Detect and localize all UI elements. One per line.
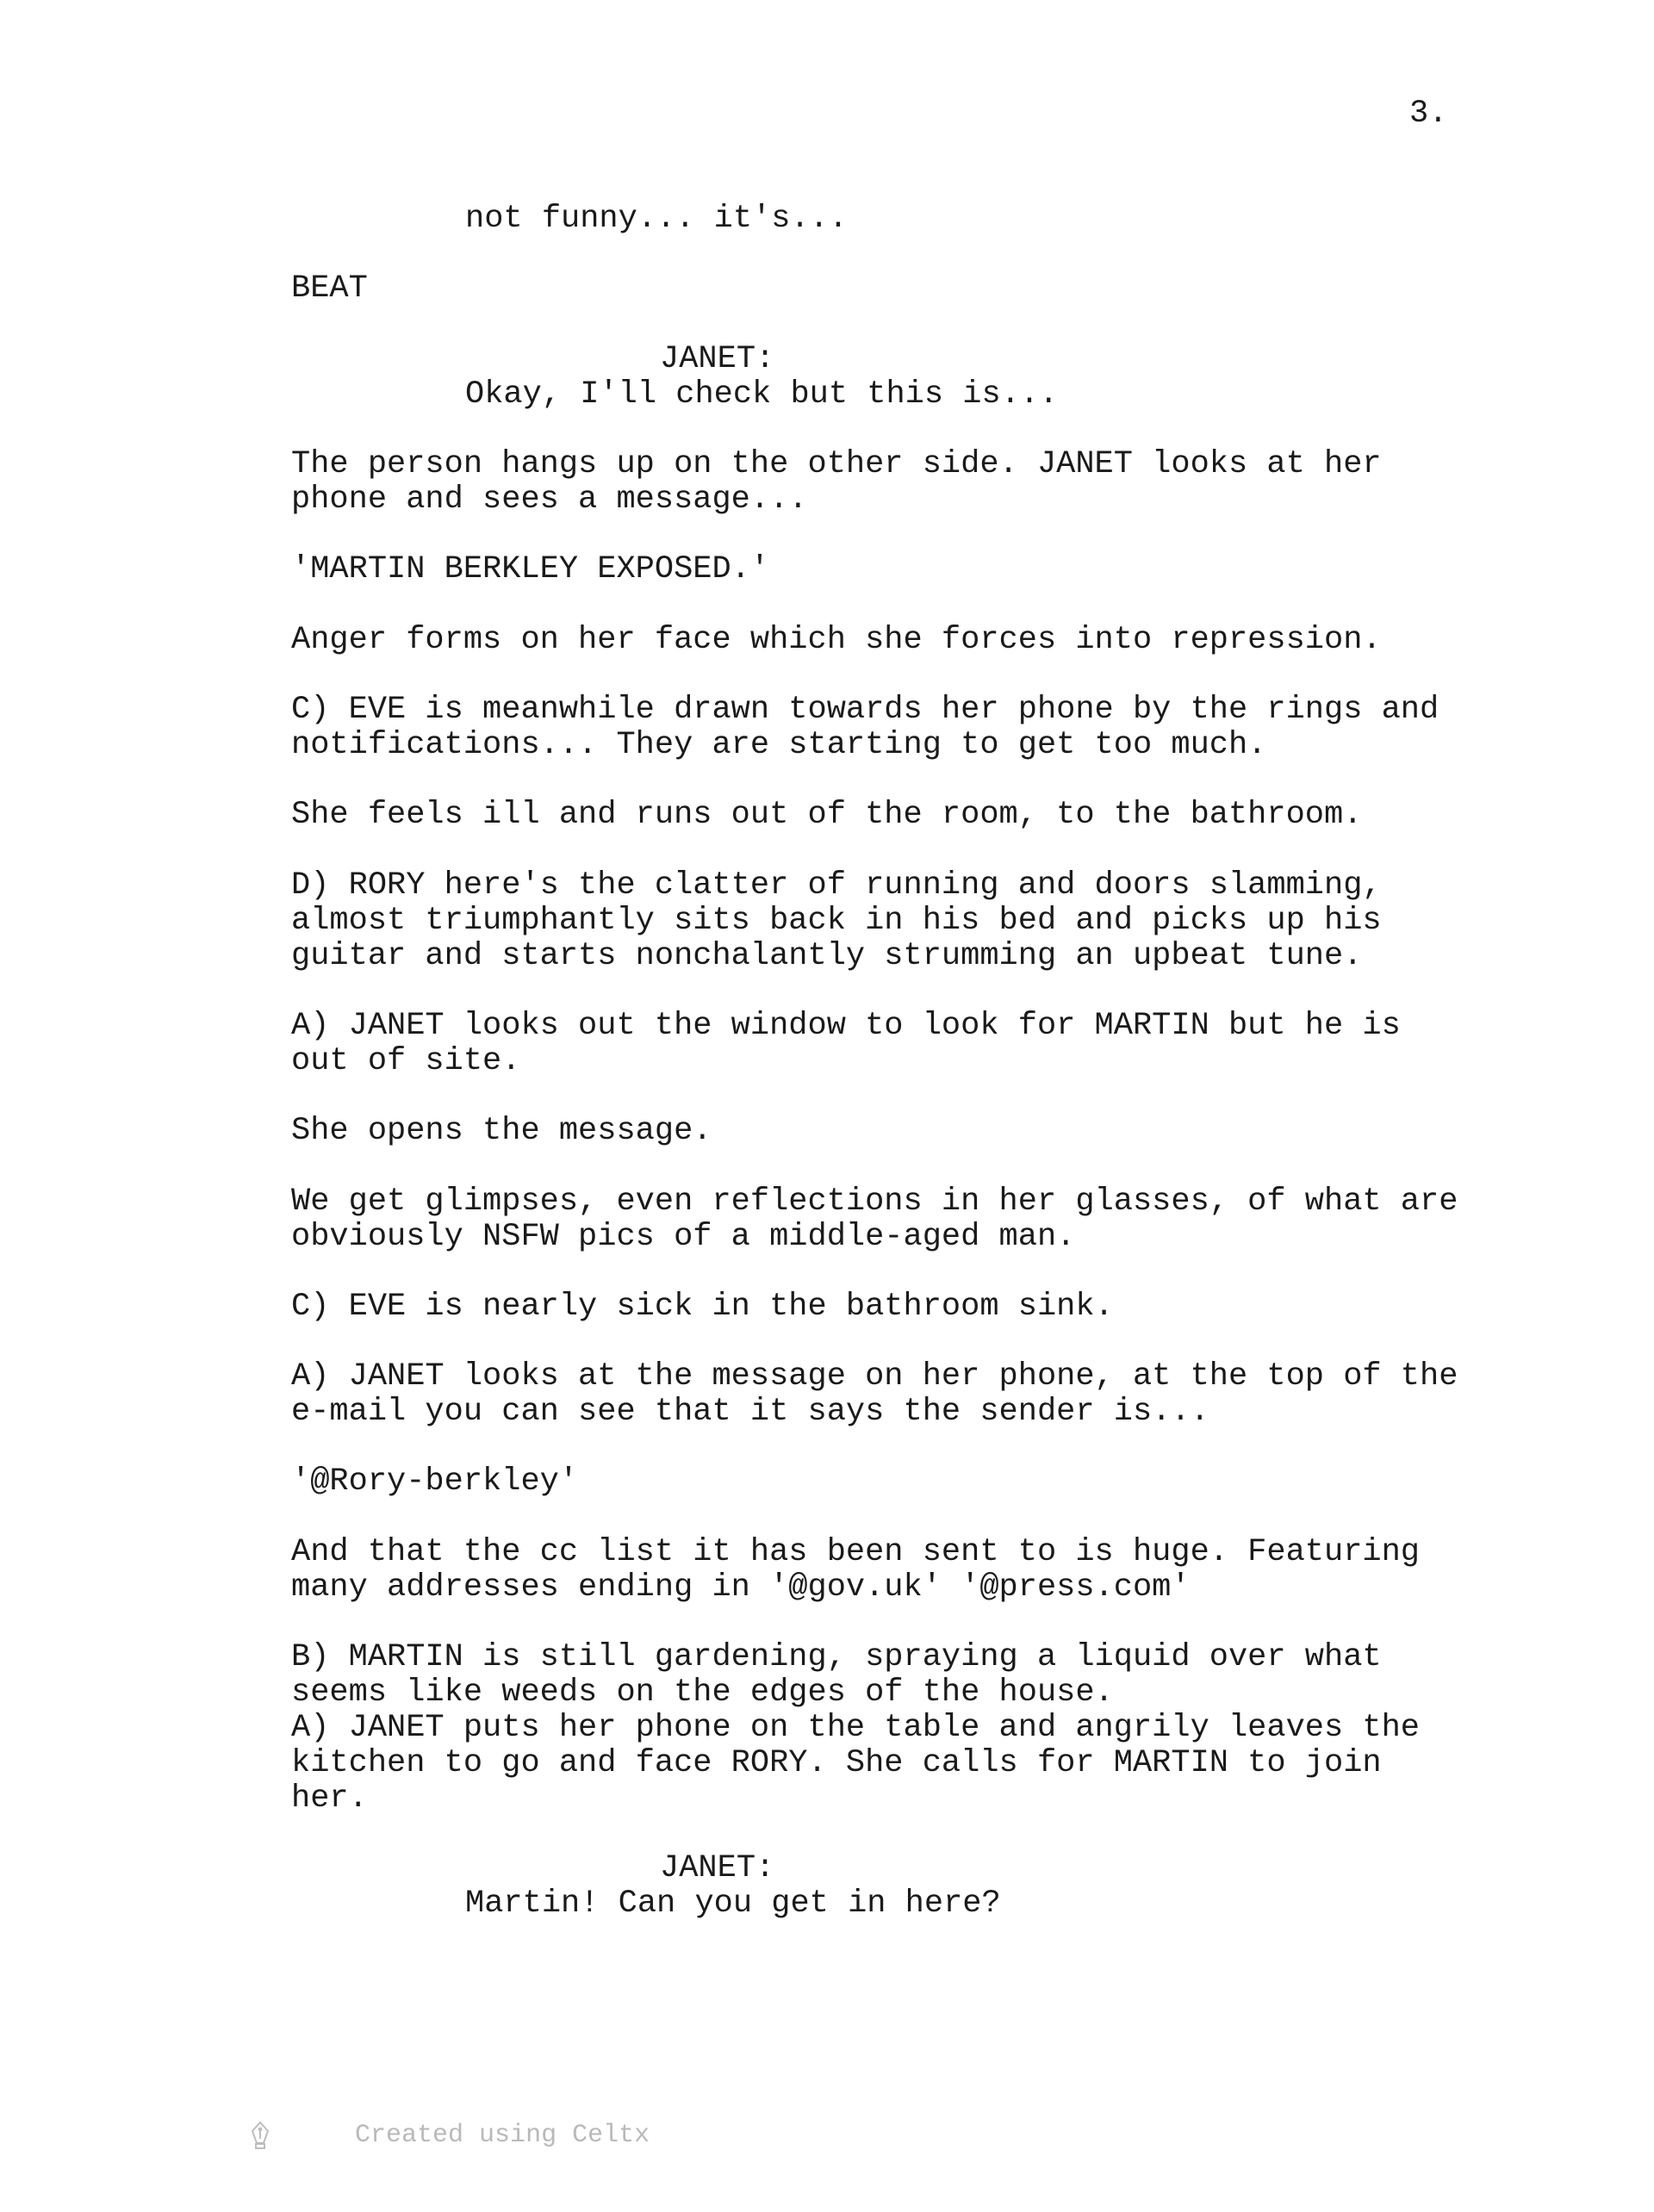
action-line: D) RORY here's the clatter of running and doors slamming, (291, 867, 1382, 904)
action-line: B) MARTIN is still gardening, spraying a liquid over what (291, 1639, 1382, 1675)
celtx-footer (250, 2059, 650, 2212)
page-number: 3. (1409, 96, 1448, 132)
dialogue-line: Okay, I'll check but this is... (465, 376, 1059, 413)
action-line: We get glimpses, even reflections in her glasses, of what are (291, 1184, 1458, 1220)
character-name: JANET: (660, 341, 775, 377)
action-line: C) EVE is meanwhile drawn towards her phone by the rings and (291, 692, 1439, 728)
action-line: Anger forms on her face which she forces into repression. (291, 622, 1382, 658)
action-line: A) JANET puts her phone on the table and angrily leaves the (291, 1710, 1421, 1746)
action-line: BEAT (291, 270, 368, 307)
action-line: many addresses ending in '@gov.uk' '@press.com' (291, 1569, 1191, 1606)
action-line: 'MARTIN BERKLEY EXPOSED.' (291, 551, 770, 587)
character-name: JANET: (660, 1850, 775, 1886)
action-line: e-mail you can see that it says the sender is... (291, 1394, 1209, 1430)
action-line: obviously NSFW pics of a middle-aged man. (291, 1219, 1076, 1255)
action-line: seems like weeds on the edges of the house. (291, 1675, 1114, 1711)
action-line: She opens the message. (291, 1113, 712, 1149)
action-line: The person hangs up on the other side. JANET looks at her (291, 446, 1382, 482)
action-line: C) EVE is nearly sick in the bathroom sink. (291, 1289, 1114, 1325)
action-line: her. (291, 1780, 368, 1817)
footer-text: Created using Celtx (355, 2121, 650, 2150)
action-line: phone and sees a message... (291, 482, 808, 518)
action-line: almost triumphantly sits back in his bed and picks up his (291, 903, 1382, 939)
action-line: A) JANET looks at the message on her phone, at the top of the (291, 1358, 1458, 1395)
action-line: notifications... They are starting to get too much. (291, 727, 1267, 763)
action-line: And that the cc list it has been sent to is huge. Featuring (291, 1534, 1421, 1570)
dialogue-line: not funny... it's... (465, 201, 849, 237)
action-line: A) JANET looks out the window to look for MARTIN but he is (291, 1008, 1401, 1044)
dialogue-line: Martin! Can you get in here? (465, 1886, 1001, 1922)
pen-nib-icon (250, 2059, 343, 2212)
action-line: She feels ill and runs out of the room, to the bathroom. (291, 797, 1363, 833)
action-line: guitar and starts nonchalantly strumming an upbeat tune. (291, 938, 1363, 974)
action-line: out of site. (291, 1043, 521, 1079)
action-line: '@Rory-berkley' (291, 1463, 579, 1500)
action-line: kitchen to go and face RORY. She calls for MARTIN to join (291, 1745, 1382, 1781)
